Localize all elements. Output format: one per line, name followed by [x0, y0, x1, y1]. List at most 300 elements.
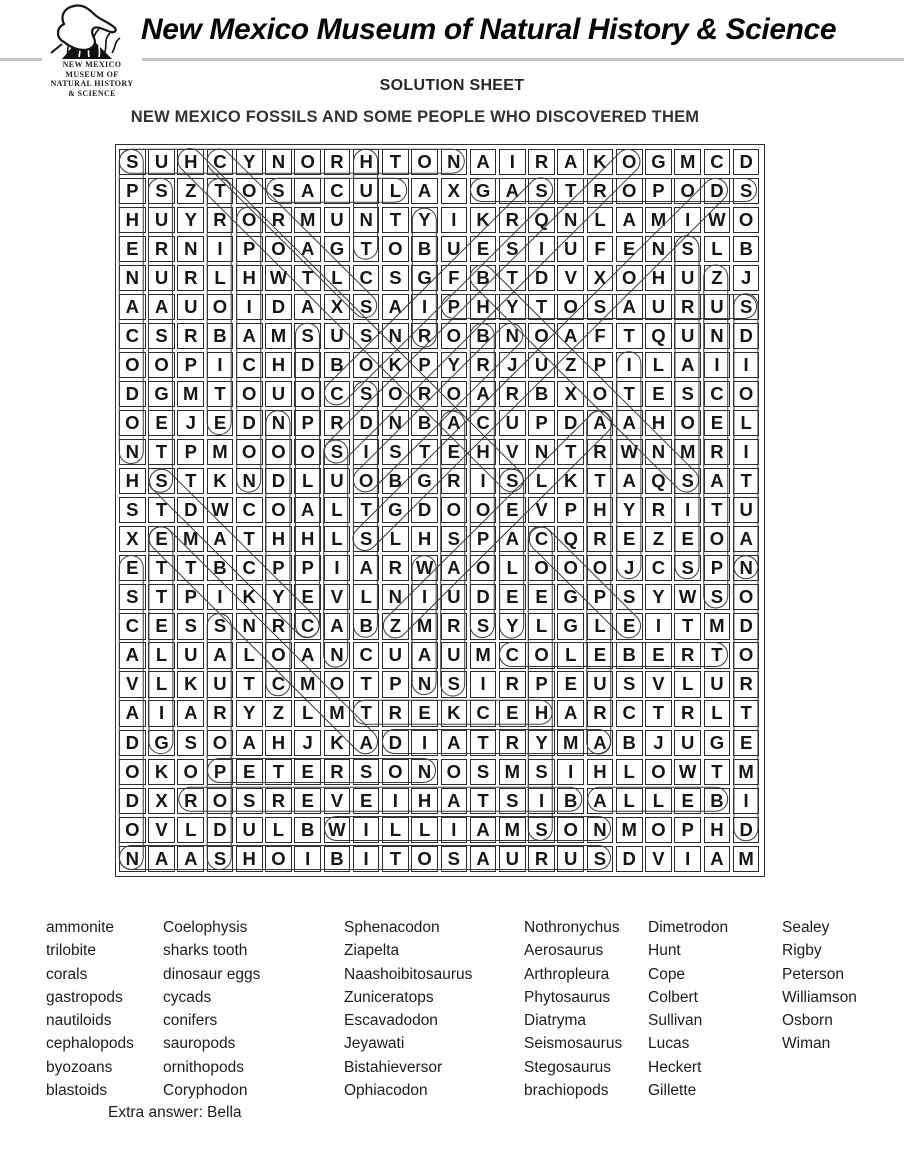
- grid-cell: S: [587, 846, 614, 872]
- extra-answer: Extra answer: Bella: [108, 1104, 242, 1121]
- grid-cell: O: [265, 642, 292, 668]
- grid-cell: N: [441, 149, 468, 175]
- grid-cell: O: [207, 730, 234, 756]
- grid-cell: A: [470, 846, 497, 872]
- grid-cell: K: [382, 352, 409, 378]
- grid-cell: D: [733, 149, 760, 175]
- solution-oval: [353, 149, 378, 260]
- grid-cell: N: [587, 817, 614, 843]
- word-list-item: Wiman: [782, 1035, 831, 1053]
- grid-cell: I: [528, 236, 555, 262]
- grid-cell: G: [557, 584, 584, 610]
- grid-cell: D: [733, 817, 760, 843]
- grid-cell: U: [382, 642, 409, 668]
- grid-cell: H: [645, 265, 672, 291]
- grid-cell: H: [528, 700, 555, 726]
- grid-cell: E: [294, 759, 321, 785]
- word-list-item: Rigby: [782, 942, 822, 960]
- grid-cell: L: [353, 584, 380, 610]
- grid-cell: S: [470, 613, 497, 639]
- grid-cell: A: [557, 149, 584, 175]
- word-list-item: Stegosaurus: [524, 1058, 612, 1076]
- grid-cell: Z: [645, 526, 672, 552]
- grid-cell: O: [528, 555, 555, 581]
- grid-cell: N: [236, 613, 263, 639]
- grid-cell: N: [557, 207, 584, 233]
- grid-cell: O: [674, 178, 701, 204]
- grid-cell: G: [704, 730, 731, 756]
- grid-cell: P: [177, 584, 204, 610]
- grid-cell: H: [119, 207, 146, 233]
- word-list-item: Gillette: [648, 1082, 697, 1100]
- grid-cell: C: [324, 178, 351, 204]
- grid-cell: A: [733, 526, 760, 552]
- word-list-item: Dimetrodon: [648, 919, 729, 936]
- grid-cell: E: [645, 642, 672, 668]
- grid-cell: T: [528, 294, 555, 320]
- grid-cell: S: [528, 759, 555, 785]
- grid-cell: R: [587, 439, 614, 465]
- grid-cell: T: [353, 700, 380, 726]
- grid-cell: J: [499, 352, 526, 378]
- grid-cell: P: [441, 294, 468, 320]
- solution-oval: [119, 845, 611, 870]
- solution-oval: [207, 613, 232, 870]
- grid-cell: S: [207, 846, 234, 872]
- grid-cell: P: [294, 555, 321, 581]
- grid-cell: M: [324, 700, 351, 726]
- grid-cell: C: [207, 149, 234, 175]
- grid-cell: R: [382, 700, 409, 726]
- grid-cell: E: [557, 671, 584, 697]
- grid-cell: T: [382, 207, 409, 233]
- grid-cell: E: [119, 236, 146, 262]
- grid-cell: Z: [265, 700, 292, 726]
- grid-cell: T: [148, 584, 175, 610]
- grid-cell: W: [704, 207, 731, 233]
- grid-cell: H: [265, 730, 292, 756]
- grid-cell: E: [528, 584, 555, 610]
- grid-cell: S: [119, 584, 146, 610]
- grid-cell: A: [441, 788, 468, 814]
- grid-cell: R: [499, 381, 526, 407]
- grid-cell: O: [265, 497, 292, 523]
- grid-cell: A: [177, 700, 204, 726]
- grid-cell: D: [528, 265, 555, 291]
- grid-cell: U: [177, 642, 204, 668]
- grid-cell: T: [557, 439, 584, 465]
- grid-cell: L: [411, 817, 438, 843]
- grid-cell: O: [733, 642, 760, 668]
- grid-cell: A: [294, 642, 321, 668]
- grid-cell: S: [704, 584, 731, 610]
- grid-cell: D: [265, 294, 292, 320]
- grid-cell: K: [470, 207, 497, 233]
- grid-cell: T: [470, 788, 497, 814]
- grid-cell: S: [148, 468, 175, 494]
- grid-cell: I: [704, 352, 731, 378]
- grid-cell: T: [177, 468, 204, 494]
- grid-cell: G: [645, 149, 672, 175]
- grid-cell: I: [645, 613, 672, 639]
- grid-cell: H: [177, 149, 204, 175]
- grid-cell: A: [616, 410, 643, 436]
- grid-cell: U: [557, 846, 584, 872]
- grid-cell: T: [704, 642, 731, 668]
- grid-cell: L: [704, 700, 731, 726]
- grid-cell: U: [704, 671, 731, 697]
- grid-cell: M: [674, 149, 701, 175]
- grid-cell: L: [382, 526, 409, 552]
- grid-cell: W: [411, 555, 438, 581]
- grid-cell: N: [733, 555, 760, 581]
- solution-oval: [616, 352, 641, 580]
- word-list-item: Zuniceratops: [344, 988, 434, 1006]
- grid-cell: A: [353, 730, 380, 756]
- grid-cell: E: [148, 526, 175, 552]
- grid-cell: V: [324, 788, 351, 814]
- grid-cell: C: [353, 642, 380, 668]
- grid-cell: O: [733, 207, 760, 233]
- grid-cell: I: [499, 149, 526, 175]
- grid-cell: S: [616, 584, 643, 610]
- grid-cell: C: [265, 671, 292, 697]
- word-list-item: sauropods: [163, 1035, 236, 1053]
- grid-cell: R: [674, 294, 701, 320]
- grid-cell: E: [499, 497, 526, 523]
- word-column-3: [344, 916, 472, 1102]
- grid-cell: O: [119, 817, 146, 843]
- solution-oval: [236, 207, 261, 493]
- word-list-item: dinosaur eggs: [163, 965, 261, 983]
- grid-cell: O: [557, 555, 584, 581]
- grid-cell: T: [733, 468, 760, 494]
- grid-cell: O: [528, 323, 555, 349]
- grid-cell: Y: [177, 207, 204, 233]
- grid-cell: T: [353, 236, 380, 262]
- word-list-item: Bistahieversor: [344, 1058, 443, 1076]
- grid-cell: N: [411, 759, 438, 785]
- grid-cell: R: [499, 671, 526, 697]
- grid-cell: L: [704, 236, 731, 262]
- grid-cell: A: [207, 642, 234, 668]
- grid-cell: V: [119, 671, 146, 697]
- grid-cell: E: [294, 788, 321, 814]
- grid-cell: O: [733, 381, 760, 407]
- grid-cell: U: [177, 294, 204, 320]
- word-list-item: Diatryma: [524, 1012, 587, 1030]
- grid-cell: R: [587, 178, 614, 204]
- grid-cell: U: [148, 207, 175, 233]
- grid-cell: N: [382, 410, 409, 436]
- grid-cell: Y: [236, 700, 263, 726]
- solution-oval: [324, 439, 349, 667]
- grid-cell: T: [645, 700, 672, 726]
- grid-cell: Q: [645, 323, 672, 349]
- grid-cell: O: [557, 817, 584, 843]
- grid-cell: R: [704, 439, 731, 465]
- grid-cell: A: [294, 497, 321, 523]
- grid-cell: H: [236, 265, 263, 291]
- grid-cell: Y: [499, 613, 526, 639]
- grid-cell: D: [353, 410, 380, 436]
- grid-cell: O: [324, 671, 351, 697]
- grid-cell: T: [177, 555, 204, 581]
- grid-cell: N: [177, 236, 204, 262]
- grid-cell: L: [499, 555, 526, 581]
- grid-cell: A: [177, 846, 204, 872]
- grid-cell: L: [294, 468, 321, 494]
- solution-oval: [119, 555, 144, 870]
- grid-cell: O: [236, 178, 263, 204]
- grid-cell: B: [324, 846, 351, 872]
- grid-cell: V: [324, 584, 351, 610]
- grid-cell: R: [177, 265, 204, 291]
- grid-cell: A: [294, 294, 321, 320]
- grid-cell: B: [411, 410, 438, 436]
- grid-cell: S: [119, 149, 146, 175]
- grid-cell: V: [557, 265, 584, 291]
- grid-cell: R: [207, 700, 234, 726]
- grid-cell: N: [353, 207, 380, 233]
- grid-cell: W: [616, 439, 643, 465]
- sheet-label: SOLUTION SHEET: [379, 77, 525, 94]
- grid-cell: W: [324, 817, 351, 843]
- grid-cell: O: [645, 817, 672, 843]
- grid-cell: O: [236, 207, 263, 233]
- grid-cell: I: [674, 497, 701, 523]
- grid-cell: O: [207, 294, 234, 320]
- grid-cell: O: [294, 439, 321, 465]
- grid-cell: A: [207, 526, 234, 552]
- grid-cell: I: [411, 584, 438, 610]
- grid-cell: R: [265, 207, 292, 233]
- grid-cell: N: [645, 439, 672, 465]
- grid-cell: S: [353, 759, 380, 785]
- grid-cell: M: [557, 730, 584, 756]
- grid-cell: A: [587, 788, 614, 814]
- solution-oval: [119, 149, 144, 464]
- grid-cell: L: [148, 671, 175, 697]
- grid-cell: S: [177, 730, 204, 756]
- grid-cell: T: [470, 730, 497, 756]
- grid-cell: B: [528, 381, 555, 407]
- grid-cell: M: [674, 439, 701, 465]
- grid-cell: O: [294, 381, 321, 407]
- grid-cell: L: [265, 817, 292, 843]
- grid-cell: I: [733, 352, 760, 378]
- solution-overlay: [118, 147, 761, 873]
- solution-oval: [733, 555, 758, 841]
- word-list-item: Williamson: [782, 988, 857, 1006]
- grid-cell: L: [148, 642, 175, 668]
- word-list-item: Colbert: [648, 988, 698, 1006]
- grid-cell: O: [265, 846, 292, 872]
- grid-cell: M: [294, 207, 321, 233]
- grid-cell: N: [382, 584, 409, 610]
- grid-cell: T: [294, 265, 321, 291]
- grid-cell: I: [382, 788, 409, 814]
- grid-cell: S: [353, 381, 380, 407]
- grid-cell: V: [499, 439, 526, 465]
- grid-cell: S: [674, 555, 701, 581]
- grid-cell: U: [528, 352, 555, 378]
- grid-cell: H: [411, 788, 438, 814]
- grid-cell: R: [324, 759, 351, 785]
- grid-cell: D: [119, 730, 146, 756]
- grid-cell: D: [265, 468, 292, 494]
- grid-cell: P: [294, 410, 321, 436]
- grid-cell: E: [674, 526, 701, 552]
- word-list-item: ornithopods: [163, 1058, 245, 1076]
- logo-text-line: NEW MEXICO: [62, 60, 122, 69]
- grid-cell: K: [148, 759, 175, 785]
- word-column-6: [782, 916, 857, 1056]
- grid-cell: E: [616, 526, 643, 552]
- grid-cell: T: [148, 497, 175, 523]
- grid-cell: R: [324, 149, 351, 175]
- grid-cell: A: [148, 846, 175, 872]
- grid-cell: E: [294, 584, 321, 610]
- grid-cell: A: [236, 323, 263, 349]
- grid-cell: O: [265, 439, 292, 465]
- grid-cell: A: [441, 410, 468, 436]
- grid-cell: R: [441, 613, 468, 639]
- grid-cell: H: [265, 526, 292, 552]
- grid-cell: T: [353, 671, 380, 697]
- grid-cell: Z: [177, 178, 204, 204]
- word-list-item: ammonite: [46, 919, 115, 936]
- grid-cell: A: [353, 555, 380, 581]
- grid-cell: G: [382, 497, 409, 523]
- grid-cell: L: [207, 265, 234, 291]
- grid-cell: M: [470, 642, 497, 668]
- grid-cell: H: [353, 149, 380, 175]
- grid-cell: B: [382, 468, 409, 494]
- word-list-item: Hunt: [648, 942, 681, 960]
- word-column-4: [524, 916, 622, 1102]
- grid-cell: R: [177, 788, 204, 814]
- grid-cell: T: [499, 265, 526, 291]
- word-list-item: sharks tooth: [163, 942, 248, 960]
- grid-cell: E: [499, 584, 526, 610]
- word-list-item: Escavadodon: [344, 1012, 438, 1030]
- grid-cell: E: [236, 759, 263, 785]
- grid-cell: M: [207, 439, 234, 465]
- grid-cell: O: [528, 642, 555, 668]
- grid-cell: T: [148, 439, 175, 465]
- grid-cell: M: [177, 381, 204, 407]
- grid-cell: Y: [441, 352, 468, 378]
- grid-cell: R: [733, 671, 760, 697]
- grid-cell: C: [119, 323, 146, 349]
- solution-oval: [499, 468, 524, 638]
- grid-cell: Z: [557, 352, 584, 378]
- grid-cell: I: [207, 584, 234, 610]
- logo-text-line: MUSEUM OF: [65, 69, 119, 79]
- word-list-item: Lucas: [648, 1035, 690, 1053]
- grid-cell: S: [177, 613, 204, 639]
- grid-cell: I: [616, 352, 643, 378]
- grid-cell: S: [733, 178, 760, 204]
- grid-cell: L: [616, 788, 643, 814]
- grid-cell: T: [704, 497, 731, 523]
- solution-oval: [382, 729, 611, 754]
- word-list-item: byozoans: [46, 1058, 113, 1076]
- grid-cell: C: [499, 642, 526, 668]
- grid-cell: P: [674, 817, 701, 843]
- grid-cell: O: [353, 352, 380, 378]
- grid-cell: P: [645, 178, 672, 204]
- grid-cell: O: [236, 439, 263, 465]
- solution-oval: [324, 816, 611, 841]
- grid-cell: S: [674, 468, 701, 494]
- grid-cell: T: [733, 700, 760, 726]
- grid-cell: P: [177, 352, 204, 378]
- grid-cell: T: [587, 468, 614, 494]
- grid-cell: O: [177, 759, 204, 785]
- grid-cell: P: [382, 671, 409, 697]
- word-list-item: Seismosaurus: [524, 1035, 623, 1053]
- grid-cell: J: [645, 730, 672, 756]
- grid-cell: U: [674, 265, 701, 291]
- grid-cell: M: [265, 323, 292, 349]
- grid-cell: O: [236, 381, 263, 407]
- grid-cell: S: [499, 788, 526, 814]
- grid-cell: H: [470, 294, 497, 320]
- word-list-item: Cope: [648, 965, 686, 983]
- grid-cell: U: [645, 294, 672, 320]
- grid-cell: P: [587, 584, 614, 610]
- grid-cell: O: [441, 497, 468, 523]
- word-list-item: Aerosaurus: [524, 942, 604, 960]
- logo-text-line: NATURAL HISTORY: [50, 79, 134, 88]
- grid-cell: P: [236, 236, 263, 262]
- grid-cell: A: [470, 149, 497, 175]
- grid-cell: N: [382, 323, 409, 349]
- page-title: New Mexico Museum of Natural History & Science: [141, 13, 837, 46]
- grid-cell: S: [674, 236, 701, 262]
- grid-cell: O: [441, 759, 468, 785]
- grid-cell: B: [324, 352, 351, 378]
- grid-cell: V: [645, 846, 672, 872]
- grid-cell: P: [411, 352, 438, 378]
- grid-cell: H: [294, 526, 321, 552]
- grid-cell: L: [733, 410, 760, 436]
- solution-oval: [207, 178, 232, 435]
- grid-cell: L: [587, 207, 614, 233]
- grid-cell: O: [704, 526, 731, 552]
- grid-cell: G: [411, 265, 438, 291]
- grid-cell: H: [704, 817, 731, 843]
- grid-cell: A: [674, 352, 701, 378]
- grid-cell: I: [148, 700, 175, 726]
- grid-cell: O: [119, 759, 146, 785]
- grid-cell: T: [236, 671, 263, 697]
- grid-cell: S: [470, 759, 497, 785]
- grid-cell: I: [674, 207, 701, 233]
- grid-cell: L: [382, 178, 409, 204]
- grid-cell: Y: [411, 207, 438, 233]
- grid-cell: E: [616, 236, 643, 262]
- grid-cell: N: [324, 642, 351, 668]
- grid-cell: H: [236, 846, 263, 872]
- grid-cell: I: [557, 759, 584, 785]
- grid-cell: K: [207, 468, 234, 494]
- grid-cell: L: [236, 642, 263, 668]
- grid-cell: O: [470, 555, 497, 581]
- grid-cell: N: [265, 149, 292, 175]
